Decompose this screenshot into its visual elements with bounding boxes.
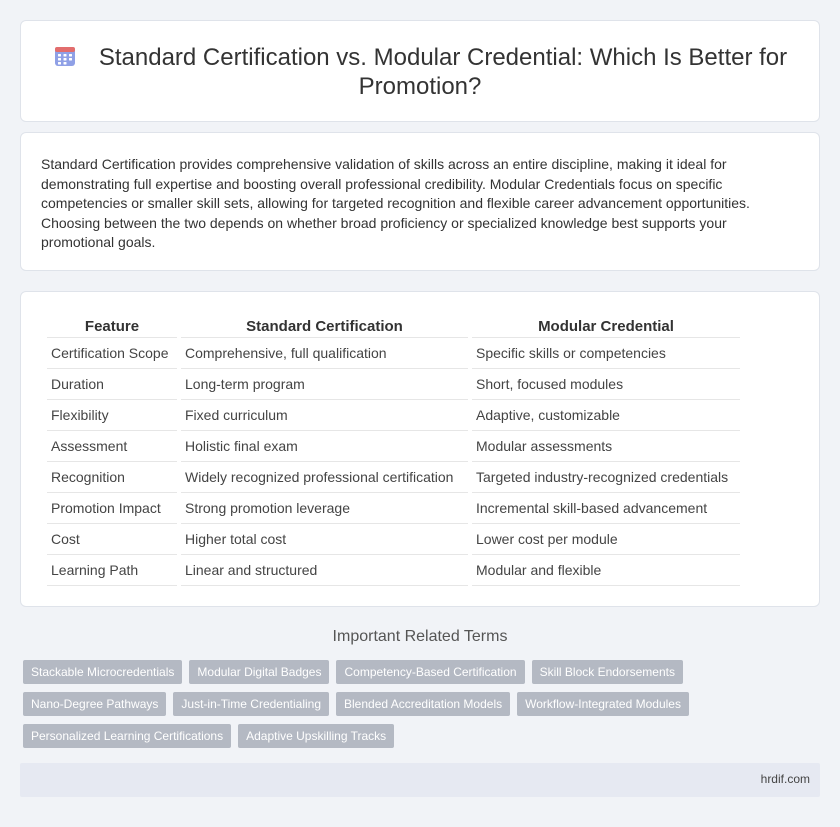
modular-cell: Modular assessments xyxy=(472,431,740,462)
related-terms-list xyxy=(23,660,813,756)
table-header-row xyxy=(47,316,740,338)
column-header-standard: Standard Certification xyxy=(181,316,468,338)
related-term-tag[interactable]: Skill Block Endorsements xyxy=(532,660,683,684)
related-term-tag[interactable]: Just-in-Time Credentialing xyxy=(173,692,329,716)
standard-cell: Linear and structured xyxy=(181,555,468,586)
table-row xyxy=(47,462,740,493)
modular-cell: Specific skills or competencies xyxy=(472,338,740,369)
calendar-icon xyxy=(53,44,77,68)
tag-row xyxy=(23,692,813,716)
related-term-tag[interactable]: Adaptive Upskilling Tracks xyxy=(238,724,394,748)
related-term-tag[interactable]: Stackable Microcredentials xyxy=(23,660,182,684)
modular-cell: Adaptive, customizable xyxy=(472,400,740,431)
standard-cell: Fixed curriculum xyxy=(181,400,468,431)
related-term-tag[interactable]: Personalized Learning Certifications xyxy=(23,724,231,748)
standard-cell: Higher total cost xyxy=(181,524,468,555)
feature-cell: Learning Path xyxy=(47,555,177,586)
intro-card xyxy=(20,132,820,271)
page-title xyxy=(21,43,819,101)
title-card xyxy=(20,20,820,122)
comparison-card xyxy=(20,291,820,607)
column-header-modular: Modular Credential xyxy=(472,316,740,338)
standard-cell: Holistic final exam xyxy=(181,431,468,462)
table-row xyxy=(47,493,740,524)
feature-cell: Duration xyxy=(47,369,177,400)
related-term-tag[interactable]: Blended Accreditation Models xyxy=(336,692,510,716)
standard-cell: Strong promotion leverage xyxy=(181,493,468,524)
feature-cell: Recognition xyxy=(47,462,177,493)
related-term-tag[interactable]: Modular Digital Badges xyxy=(189,660,329,684)
related-terms-heading: Important Related Terms xyxy=(332,628,508,645)
modular-cell: Short, focused modules xyxy=(472,369,740,400)
table-row xyxy=(47,369,740,400)
footer-site-link[interactable]: hrdif.com xyxy=(760,772,810,786)
modular-cell: Lower cost per module xyxy=(472,524,740,555)
feature-cell: Flexibility xyxy=(47,400,177,431)
feature-cell: Assessment xyxy=(47,431,177,462)
tag-row xyxy=(23,724,813,748)
page-title-text: Standard Certification vs. Modular Credential: Which Is Better for Promotion? xyxy=(98,44,788,100)
standard-cell: Long-term program xyxy=(181,369,468,400)
feature-cell: Promotion Impact xyxy=(47,493,177,524)
table-row xyxy=(47,400,740,431)
standard-cell: Comprehensive, full qualification xyxy=(181,338,468,369)
modular-cell: Incremental skill-based advancement xyxy=(472,493,740,524)
tag-row xyxy=(23,660,813,684)
feature-cell: Cost xyxy=(47,524,177,555)
feature-cell: Certification Scope xyxy=(47,338,177,369)
table-row xyxy=(47,524,740,555)
standard-cell: Widely recognized professional certification xyxy=(181,462,468,493)
comparison-table xyxy=(43,316,744,586)
table-row xyxy=(47,338,740,369)
related-term-tag[interactable]: Workflow-Integrated Modules xyxy=(517,692,689,716)
footer xyxy=(20,763,820,797)
table-row xyxy=(47,431,740,462)
related-term-tag[interactable]: Nano-Degree Pathways xyxy=(23,692,166,716)
related-term-tag[interactable]: Competency-Based Certification xyxy=(336,660,524,684)
table-row xyxy=(47,555,740,586)
modular-cell: Modular and flexible xyxy=(472,555,740,586)
column-header-feature: Feature xyxy=(47,316,177,338)
modular-cell: Targeted industry-recognized credentials xyxy=(472,462,740,493)
intro-paragraph: Standard Certification provides comprehensive validation of skills across an entire discipline, making it ideal for demonstrating full expertise and boosting overall professional credibility. Modular Credentials focus on specific competencies or smaller skill sets, allowing for targeted recognition and flexible career advancement opportunities. Choosing between the two depends on whether broad proficiency or specialized knowledge best supports your promotional goals. xyxy=(41,156,750,251)
